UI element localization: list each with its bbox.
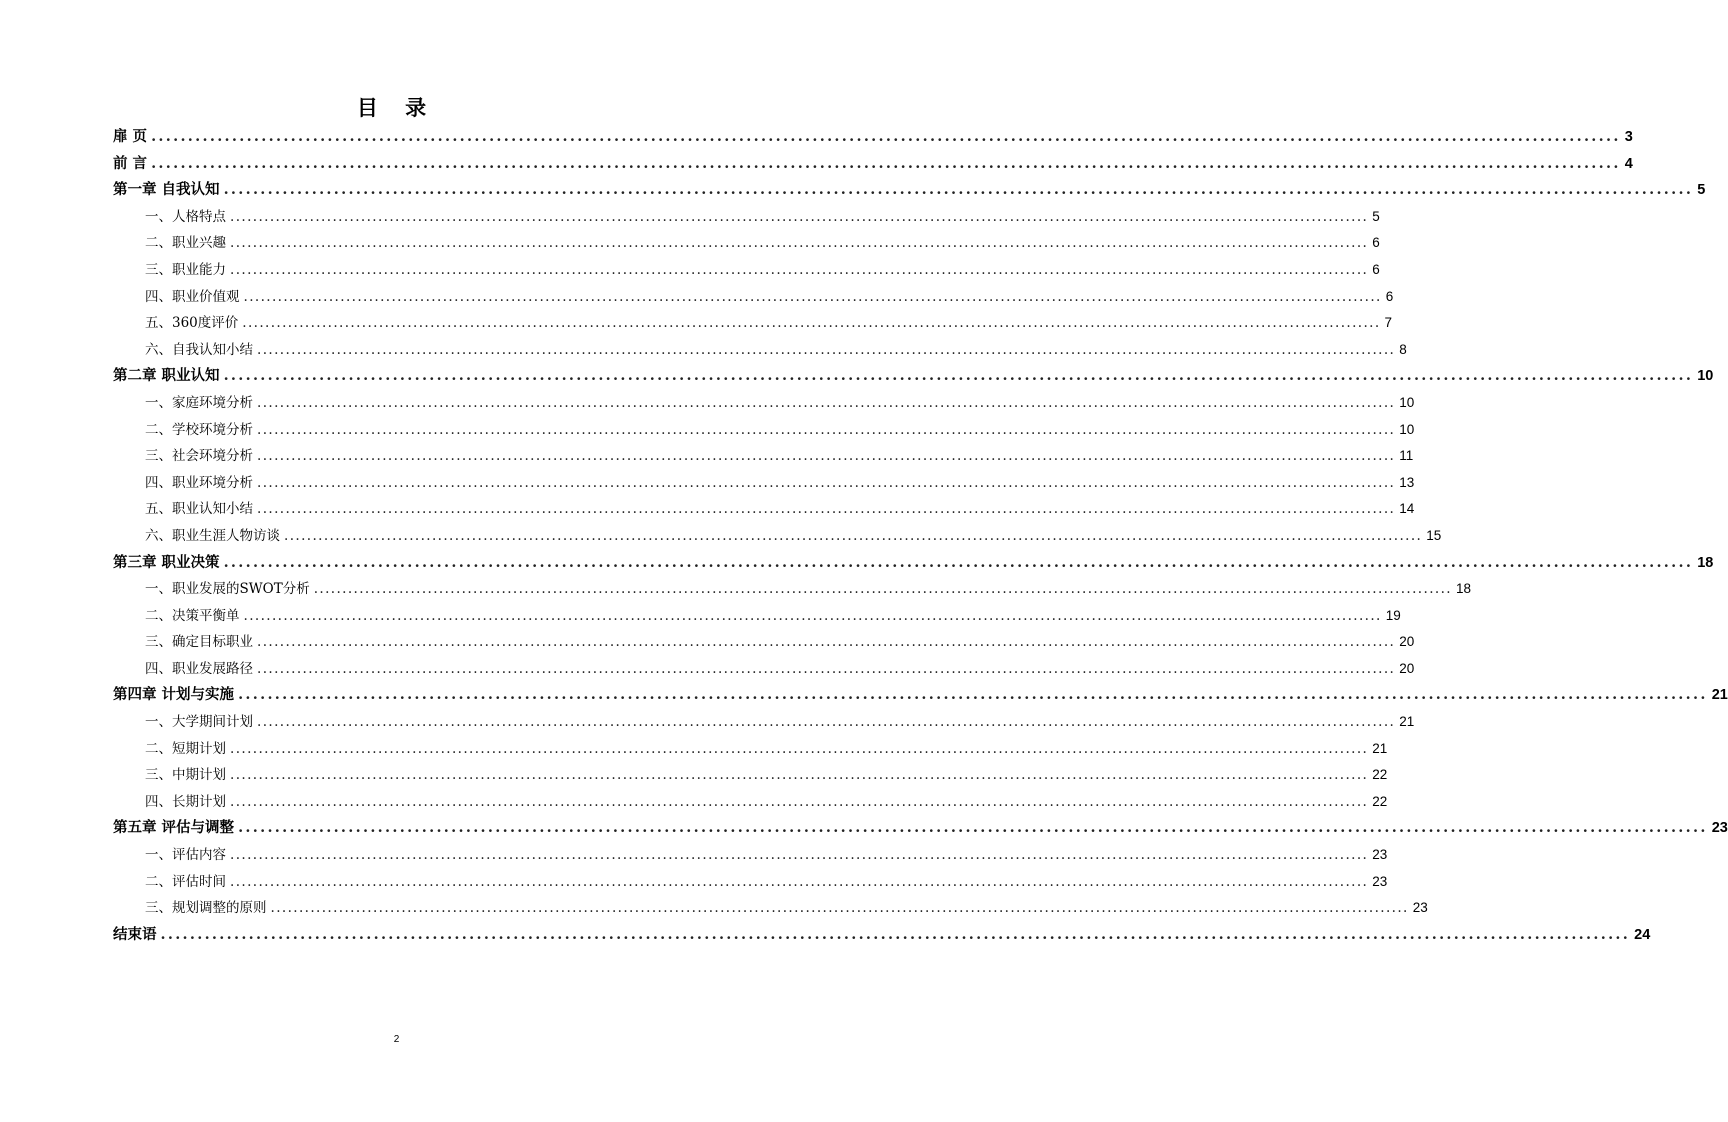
toc-entry-page: 20 xyxy=(1399,660,1415,676)
toc-leader-dots: ........................................................................................................................................................................................................ xyxy=(257,660,1396,677)
toc-entry-page: 20 xyxy=(1399,634,1415,650)
toc-entry-chapter[interactable] xyxy=(113,682,1728,709)
toc-entry-section[interactable] xyxy=(113,576,1471,603)
toc-leader-dots: ........................................................................................................................................................................................................ xyxy=(160,925,1631,943)
toc-entry-label: 二、短期计划 xyxy=(145,740,226,757)
toc-entry-label: 五、职业认知小结 xyxy=(145,501,253,518)
toc-entry-page: 3 xyxy=(1624,129,1633,145)
toc-leader-dots: ........................................................................................................................................................................................................ xyxy=(257,714,1396,731)
toc-entry-label: 一、家庭环境分析 xyxy=(145,394,253,411)
toc-entry-section[interactable] xyxy=(113,390,1415,417)
toc-entry-section[interactable] xyxy=(113,204,1380,231)
toc-leader-dots: ........................................................................................................................................................................................................ xyxy=(257,634,1396,651)
toc-entry-page: 7 xyxy=(1384,315,1393,331)
toc-leader-dots: ........................................................................................................................................................................................................ xyxy=(257,474,1396,491)
toc-entry-label: 第四章 计划与实施 xyxy=(113,686,235,704)
toc-entry-page: 11 xyxy=(1399,448,1414,464)
toc-leader-dots: ........................................................................................................................................................................................................ xyxy=(230,873,1369,890)
toc-leader-dots: ........................................................................................................................................................................................................ xyxy=(230,847,1369,864)
toc-entry-label: 四、职业发展路径 xyxy=(145,660,253,677)
toc-entry-page: 22 xyxy=(1372,793,1388,809)
toc-entry-page: 14 xyxy=(1399,501,1415,517)
toc-entry-chapter[interactable] xyxy=(113,124,1633,151)
toc-entry-label: 四、职业环境分析 xyxy=(145,474,253,491)
toc-entry-page: 24 xyxy=(1634,926,1651,943)
toc-leader-dots: ........................................................................................................................................................................................................ xyxy=(230,261,1369,278)
toc-entry-label: 四、长期计划 xyxy=(145,793,226,810)
toc-entry-label: 三、社会环境分析 xyxy=(145,448,253,465)
toc-entry-label: 二、职业兴趣 xyxy=(145,235,226,252)
toc-entry-section[interactable] xyxy=(113,230,1380,257)
toc-entry-page: 19 xyxy=(1385,607,1401,623)
toc-entry-page: 23 xyxy=(1372,847,1388,863)
toc-entry-page: 6 xyxy=(1372,261,1380,277)
toc-entry-page: 18 xyxy=(1697,554,1714,571)
toc-entry-label: 三、中期计划 xyxy=(145,767,226,784)
toc-leader-dots: ........................................................................................................................................................................................................ xyxy=(223,181,1694,199)
toc-entry-section[interactable] xyxy=(113,496,1415,523)
toc-entry-section[interactable] xyxy=(113,523,1442,550)
toc-entry-page: 5 xyxy=(1372,208,1380,224)
toc-entry-page: 6 xyxy=(1372,235,1380,251)
toc-entry-page: 21 xyxy=(1399,714,1415,730)
toc-entry-section[interactable] xyxy=(113,443,1414,470)
toc-entry-label: 三、职业能力 xyxy=(145,261,226,278)
toc-entry-label: 四、职业价值观 xyxy=(145,288,240,305)
toc-entry-label: 二、决策平衡单 xyxy=(145,607,240,624)
toc-leader-dots: ........................................................................................................................................................................................................ xyxy=(230,208,1369,225)
toc-entry-section[interactable] xyxy=(113,470,1415,497)
toc-entry-chapter[interactable] xyxy=(113,922,1651,949)
toc-entry-section[interactable] xyxy=(113,337,1407,364)
toc-entry-chapter[interactable] xyxy=(113,151,1633,178)
toc-entry-page: 23 xyxy=(1711,820,1728,837)
toc-leader-dots: ........................................................................................................................................................................................................ xyxy=(257,501,1396,518)
toc-entry-label: 一、大学期间计划 xyxy=(145,714,253,731)
toc-entry-page: 13 xyxy=(1399,474,1415,490)
toc-entry-section[interactable] xyxy=(113,842,1388,869)
toc-entry-label: 二、学校环境分析 xyxy=(145,421,253,438)
toc-entry-page: 21 xyxy=(1372,740,1388,756)
toc-leader-dots: ........................................................................................................................................................................................................ xyxy=(151,154,1621,172)
toc-entry-page: 6 xyxy=(1385,288,1394,304)
toc-leader-dots: ........................................................................................................................................................................................................ xyxy=(313,581,1452,598)
toc-entry-page: 21 xyxy=(1711,687,1728,704)
toc-entry-label: 结束语 xyxy=(113,925,157,943)
toc-entry-label: 第三章 职业决策 xyxy=(113,553,220,571)
toc-entry-label: 第五章 评估与调整 xyxy=(113,819,235,837)
toc-entry-section[interactable] xyxy=(113,789,1388,816)
toc-leader-dots: ........................................................................................................................................................................................................ xyxy=(257,394,1396,411)
toc-entry-chapter[interactable] xyxy=(113,363,1714,390)
toc-leader-dots: ........................................................................................................................................................................................................ xyxy=(243,288,1382,305)
toc-entry-page: 8 xyxy=(1399,341,1407,357)
toc-leader-dots: ........................................................................................................................................................................................................ xyxy=(270,900,1409,917)
toc-leader-dots: ........................................................................................................................................................................................................ xyxy=(223,553,1694,571)
toc-entry-section[interactable] xyxy=(113,895,1428,922)
toc-entry-chapter[interactable] xyxy=(113,550,1714,577)
toc-leader-dots: ........................................................................................................................................................................................................ xyxy=(242,315,1381,332)
toc-entry-label: 第二章 职业认知 xyxy=(113,367,220,385)
toc-leader-dots: ........................................................................................................................................................................................................ xyxy=(151,128,1621,145)
toc-entry-page: 18 xyxy=(1455,581,1471,597)
toc-leader-dots: ........................................................................................................................................................................................................ xyxy=(238,686,1708,704)
toc-leader-dots: ........................................................................................................................................................................................................ xyxy=(223,367,1694,385)
toc-entry-page: 15 xyxy=(1426,527,1442,543)
toc-leader-dots: ........................................................................................................................................................................................................ xyxy=(230,740,1369,757)
toc-entry-page: 5 xyxy=(1697,182,1706,199)
toc-entry-label: 第一章 自我认知 xyxy=(113,181,220,199)
toc-entry-section[interactable] xyxy=(113,736,1388,763)
toc-entry-chapter[interactable] xyxy=(113,177,1706,204)
toc-leader-dots: ........................................................................................................................................................................................................ xyxy=(257,341,1396,358)
toc-entry-section[interactable] xyxy=(113,762,1388,789)
toc-entry-chapter[interactable] xyxy=(113,815,1728,842)
toc-list xyxy=(113,124,1728,948)
toc-entry-page: 22 xyxy=(1372,767,1388,783)
toc-entry-section[interactable] xyxy=(113,257,1380,284)
toc-entry-page: 10 xyxy=(1697,368,1714,385)
toc-entry-section[interactable] xyxy=(113,284,1394,311)
toc-entry-label: 扉 页 xyxy=(113,128,148,145)
toc-entry-label: 一、评估内容 xyxy=(145,847,226,864)
toc-entry-section[interactable] xyxy=(113,310,1393,337)
toc-entry-section[interactable] xyxy=(113,656,1415,683)
toc-entry-section[interactable] xyxy=(113,709,1415,736)
toc-entry-label: 一、人格特点 xyxy=(145,208,226,225)
toc-entry-page: 10 xyxy=(1399,394,1415,410)
toc-entry-section[interactable] xyxy=(113,603,1401,630)
toc-leader-dots: ........................................................................................................................................................................................................ xyxy=(238,819,1708,837)
toc-entry-page: 4 xyxy=(1624,155,1633,172)
toc-leader-dots: ........................................................................................................................................................................................................ xyxy=(230,793,1369,810)
toc-entry-label: 六、职业生涯人物访谈 xyxy=(145,527,280,544)
toc-leader-dots: ........................................................................................................................................................................................................ xyxy=(230,235,1369,252)
toc-entry-page: 23 xyxy=(1372,873,1388,889)
toc-entry-label: 三、确定目标职业 xyxy=(145,634,253,651)
toc-entry-page: 10 xyxy=(1399,421,1415,437)
toc-leader-dots: ........................................................................................................................................................................................................ xyxy=(243,607,1382,624)
toc-leader-dots: ........................................................................................................................................................................................................ xyxy=(230,767,1369,784)
toc-title: 目 录 xyxy=(356,95,437,120)
toc-entry-label: 六、自我认知小结 xyxy=(145,341,253,358)
toc-leader-dots: ........................................................................................................................................................................................................ xyxy=(257,448,1396,465)
page-number: 2 xyxy=(393,1034,400,1045)
toc-entry-page: 23 xyxy=(1412,900,1428,916)
toc-entry-section[interactable] xyxy=(113,417,1415,444)
toc-entry-section[interactable] xyxy=(113,629,1415,656)
toc-entry-label: 五、360度评价 xyxy=(145,315,239,332)
toc-entry-label: 二、评估时间 xyxy=(145,873,226,890)
toc-leader-dots: ........................................................................................................................................................................................................ xyxy=(284,527,1423,544)
toc-entry-section[interactable] xyxy=(113,869,1388,896)
toc-entry-label: 三、规划调整的原则 xyxy=(145,900,267,917)
toc-leader-dots: ........................................................................................................................................................................................................ xyxy=(257,421,1396,438)
toc-entry-label: 前 言 xyxy=(113,154,148,172)
toc-entry-label: 一、职业发展的SWOT分析 xyxy=(145,581,310,598)
